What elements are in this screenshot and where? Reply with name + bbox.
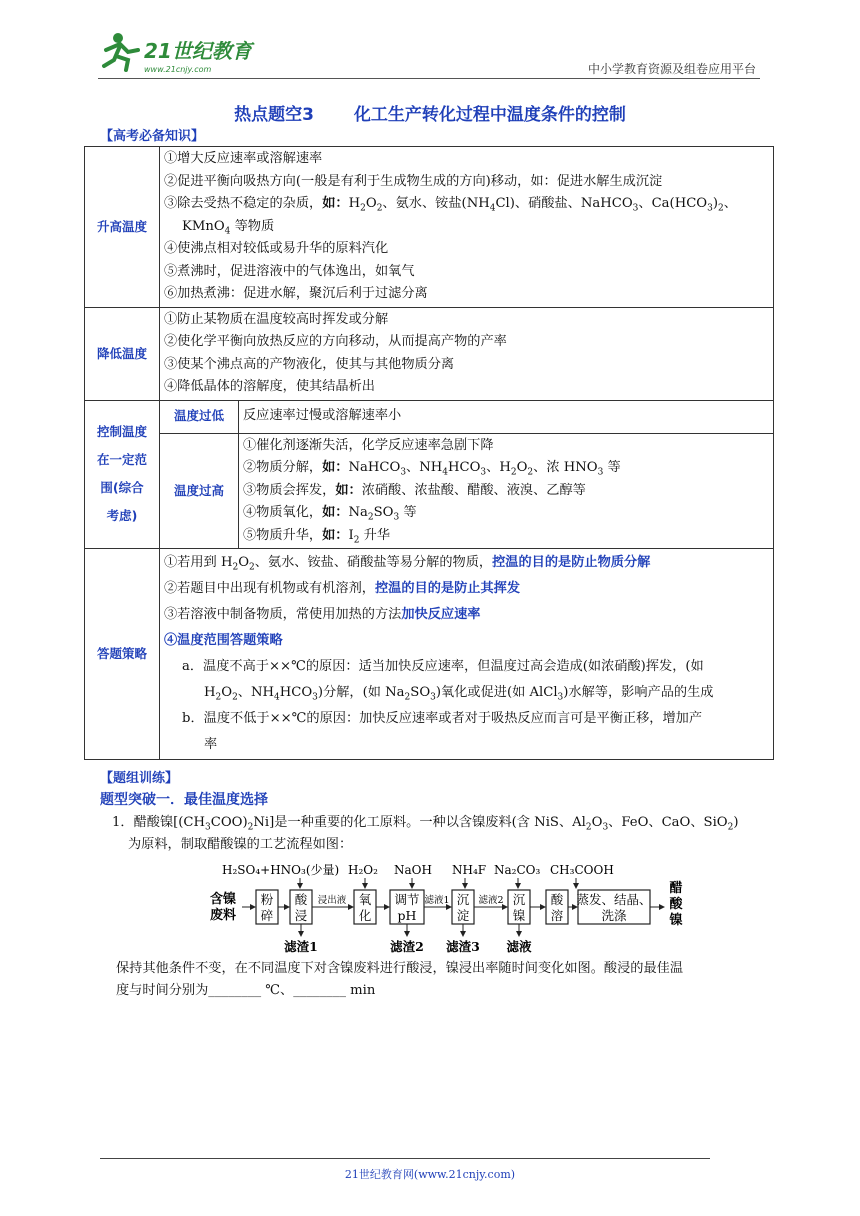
start-material-2: 废料 [210,908,237,923]
table-row-strategy [85,549,774,760]
box-ni-line2: 镍 [512,908,526,923]
strategy-a-line2: $H_2O_2$、$NH_4HCO_3$)分解，(如 $Na_2SO_3$)氧化或促进(如 AlCl$_3$)水解等，影响产品的生成 [204,685,714,703]
residue-1: 滤渣1 [284,939,318,954]
strategy-3-emphasis: 加快反应速率 [401,607,481,622]
control-label-1: 控制温度 [96,424,147,440]
arrow-leachate: 浸出液 [317,895,347,906]
box-leach-line2: 浸 [294,908,308,923]
reagent-nh4f: NH₄F [452,863,487,877]
residue-2: 滤渣2 [390,939,424,954]
box-ph-line1: 调节 [394,892,420,907]
strategy-1-emphasis: 控温的目的是防止物质分解 [492,555,651,570]
start-material-1: 含镍 [210,892,237,907]
box-evap-line1: 蒸发、结晶、 [576,892,652,907]
lower-content [160,307,774,400]
arrow-filtrate-2: 滤液2 [478,895,504,906]
after-flow-line1: 保持其他条件不变，在不同温度下对含镍废料进行酸浸，镍浸出率随时间变化如图。酸浸的最佳温 [116,961,684,976]
box-ni-line1: 沉 [512,892,526,907]
reagent-ch3cooh: CH₃COOH [550,863,614,877]
page-title [0,100,860,125]
strategy-content [160,549,774,760]
box-grind-line1: 粉 [260,892,274,907]
raise-item-2: ②促进平衡向吸热方向(一般是有利于生成物生成的方向)移动，如：促进水解生成沉淀 [164,173,663,189]
question-1 [112,812,739,856]
logo-url: www.21cnjy.com [144,65,212,74]
lower-item-3: ③使某个沸点高的产物液化，使其与其他物质分离 [164,356,455,372]
strategy-a-line1: a．温度不高于××℃的原因：适当加快反应速率，但温度过高会造成(如浓硝酸)挥发，(如 [182,659,704,674]
type-heading: 题型突破一．最佳温度选择 [100,792,268,808]
product-char-3: 镍 [669,913,683,928]
sub-label-too-high: 温度过高 [160,433,239,549]
strategy-2-emphasis: 控温的目的是防止其挥发 [375,581,521,596]
site-logo [98,30,258,76]
footer-divider [100,1158,710,1159]
table-row-raise [85,147,774,308]
question-1-line2: 为原料，制取醋酸镍的工艺流程如图： [128,837,353,852]
control-label-2: 在一定范 [96,452,147,468]
box-evap-line2: 洗涤 [601,908,627,923]
box-precip-line1: 沉 [456,892,470,907]
product-char-1: 醋 [669,881,683,896]
runner-icon [104,33,138,70]
residue-filtrate: 滤液 [506,939,532,954]
raise-item-4: ④使沸点相对较低或易升华的原料汽化 [164,241,389,256]
raise-item-1: ①增大反应速率或溶解速率 [164,151,323,166]
reagent-h2o2: H₂O₂ [348,863,378,877]
strategy-item-4: ④温度范围答题策略 [164,633,283,648]
section-training-label: 【题组训练】 [100,771,179,786]
section-knowledge-label: 【高考必备知识】 [100,129,205,144]
header-platform-text: 中小学教育资源及组卷应用平台 [587,62,756,76]
strategy-item-1: ①若用到 $H_2O_2$、氨水、铵盐、硝酸盐等易分解的物质，控温的目的是防止物质分解 [164,555,651,573]
row-label-control [85,400,160,549]
box-oxidize-line2: 化 [358,908,372,923]
table-row-control-high [85,433,774,549]
header-divider [98,78,760,79]
sub-label-too-low: 温度过低 [160,400,239,433]
box-dissolve-line2: 溶 [550,908,564,923]
box-ph-line2: pH [397,908,417,923]
box-precip-line2: 淀 [456,908,470,923]
lower-item-2: ②使化学平衡向放热反应的方向移动，从而提高产物的产率 [164,334,507,349]
process-flow-diagram [208,858,688,958]
row-label-raise: 升高温度 [85,147,160,308]
arrow-filtrate-1: 滤液1 [424,895,450,906]
strategy-item-3 [164,602,769,628]
question-1-continued [116,958,683,1002]
too-high-content [239,433,774,549]
residue-3: 滤渣3 [446,939,480,954]
knowledge-table [84,146,774,760]
high-item-1: ①催化剂逐渐失活，化学反应速率急剧下降 [243,437,494,453]
high-item-3: ③物质会挥发，如：浓硝酸、浓盐酸、醋酸、液溴、乙醇等 [243,482,586,498]
table-row-control-low [85,400,774,433]
reagent-acid: H₂SO₄+HNO₃(少量) [222,863,340,877]
too-low-text: 反应速率过慢或溶解速率小 [239,400,774,433]
raise-item-6: ⑥加热煮沸：促进水解，聚沉后利于过滤分离 [164,286,428,301]
control-label-3: 围(综合 [100,480,144,496]
box-oxidize-line1: 氧 [358,892,372,907]
footer-text: 21世纪教育网(www.21cnjy.com) [344,1168,516,1181]
raise-content [160,147,774,308]
raise-item-3-cont: KMnO$_4$ 等物质 [182,218,275,237]
high-item-2: ②物质分解，如：NaHCO$_3$、$NH_4HCO_3$、$H_2O_2$、浓 $HNO_3$ 等 [243,460,621,478]
row-label-strategy: 答题策略 [85,549,160,760]
strategy-item-2 [164,576,769,602]
strategy-b-line1: b．温度不低于××℃的原因：加快反应速率或者对于吸热反应而言可是平衡正移，增加产 [182,711,703,726]
raise-item-5: ⑤煮沸时，促进溶液中的气体逸出，如氧气 [164,263,415,279]
lower-item-4: ④降低晶体的溶解度，使其结晶析出 [164,379,375,394]
high-item-5: ⑤物质升华，如：$I_2$ 升华 [243,527,391,546]
strategy-3-text: ③若溶液中制备物质，常使用加热的方法 [164,607,402,622]
after-flow-line2: 度与时间分别为________ ℃、________ min [116,983,376,998]
table-row-lower [85,307,774,400]
box-grind-line2: 碎 [260,908,274,923]
reagent-na2co3: Na₂CO₃ [494,863,541,877]
row-label-lower: 降低温度 [85,307,160,400]
strategy-b-line2: 率 [204,737,218,752]
product-char-2: 酸 [669,897,683,912]
logo-text: 21世纪教育 [144,39,252,63]
box-leach-line1: 酸 [294,892,308,907]
lower-item-1: ①防止某物质在温度较高时挥发或分解 [164,311,389,327]
control-label-4: 考虑) [106,508,138,524]
strategy-2-text: ②若题目中出现有机物或有机溶剂， [164,581,375,596]
high-item-4: ④物质氧化，如：$Na_2SO_3$ 等 [243,505,417,523]
raise-item-3: ③除去受热不稳定的杂质，如：$H_2O_2$、氨水、铵盐$(NH_4Cl)$、硝酸盐、NaHCO$_3$、$Ca(HCO_3)_2$、 [164,196,737,214]
title-part2: 化工生产转化过程中温度条件的控制 [353,105,626,125]
box-dissolve-line1: 酸 [550,892,564,907]
title-part1: 热点题空3 [234,105,314,125]
question-1-line1: 1．醋酸镍$[(CH_3COO)_2Ni]$是一种重要的化工原料。一种以含镍废料(含 NiS、$Al_2O_3$、FeO、CaO、SiO$_2$) [112,815,739,833]
reagent-naoh: NaOH [394,863,432,877]
